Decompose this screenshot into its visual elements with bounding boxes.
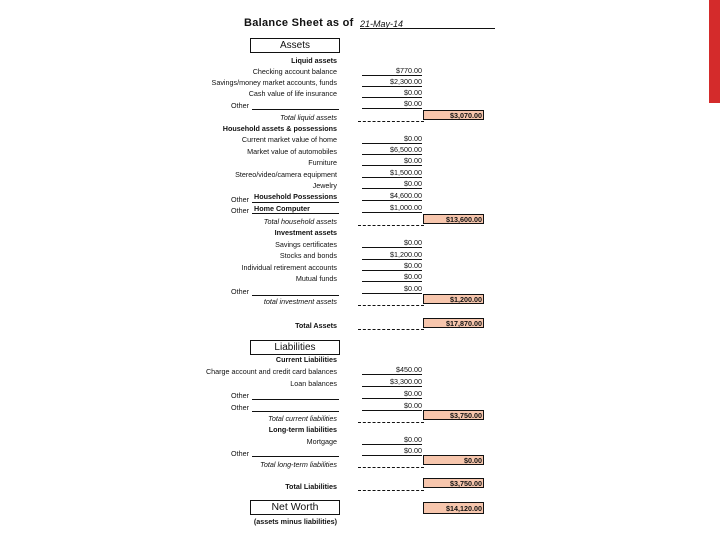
other-line xyxy=(252,411,339,412)
dash-line xyxy=(358,329,424,330)
sheet-date[interactable]: 21-May-14 xyxy=(360,19,404,29)
row-value[interactable]: $0.00 xyxy=(404,156,422,165)
household-assets-heading: Household assets & possessions xyxy=(222,124,337,133)
net-worth-heading: Net Worth xyxy=(250,500,340,515)
value-line xyxy=(362,444,422,445)
row-label: Individual retirement accounts xyxy=(241,263,337,272)
other-line xyxy=(252,399,339,400)
row-label: Savings certificates xyxy=(275,240,337,249)
row-label: Jewelry xyxy=(312,181,337,190)
row-value[interactable]: $0.00 xyxy=(404,99,422,108)
other-line xyxy=(252,202,339,203)
total-investment-assets: $1,200.00 xyxy=(423,294,484,304)
net-worth-total: $14,120.00 xyxy=(423,502,484,514)
row-value[interactable]: $1,000.00 xyxy=(390,203,422,212)
row-label: Charge account and credit card balances xyxy=(205,367,337,376)
other-line xyxy=(252,295,339,296)
value-line xyxy=(362,177,422,178)
row-value[interactable]: $2,300.00 xyxy=(390,77,422,86)
row-value[interactable]: $0.00 xyxy=(404,134,422,143)
row-label: Stocks and bonds xyxy=(279,251,337,260)
row-label-other: Other xyxy=(231,391,249,400)
value-line xyxy=(362,75,422,76)
value-line xyxy=(362,165,422,166)
total-label: Total long-term liabilities xyxy=(260,460,337,469)
total-label: Total household assets xyxy=(263,217,337,226)
row-value[interactable]: $450.00 xyxy=(396,365,422,374)
total-label: Total liquid assets xyxy=(280,113,337,122)
value-line xyxy=(362,212,422,213)
total-current-liabilities: $3,750.00 xyxy=(423,410,484,420)
row-value[interactable]: $0.00 xyxy=(404,389,422,398)
total-household-assets: $13,600.00 xyxy=(423,214,484,224)
total-assets-label: Total Assets xyxy=(295,321,337,330)
row-label: Checking account balance xyxy=(252,67,337,76)
value-line xyxy=(362,143,422,144)
row-value[interactable]: $0.00 xyxy=(404,238,422,247)
total-liabilities-label: Total Liabilities xyxy=(285,482,337,491)
other-text[interactable]: Household Possessions xyxy=(254,192,338,201)
row-value[interactable]: $0.00 xyxy=(404,261,422,270)
investment-assets-heading: Investment assets xyxy=(274,228,337,237)
value-line xyxy=(362,281,422,282)
assets-heading: Assets xyxy=(250,38,340,53)
row-value[interactable]: $6,500.00 xyxy=(390,145,422,154)
row-value[interactable]: $0.00 xyxy=(404,446,422,455)
row-label: Current market value of home xyxy=(241,135,337,144)
row-label-other: Other xyxy=(231,449,249,458)
row-label-other: Other xyxy=(231,195,249,204)
row-label-other: Other xyxy=(231,101,249,110)
value-line xyxy=(362,86,422,87)
row-value[interactable]: $770.00 xyxy=(396,66,422,75)
liabilities-heading: Liabilities xyxy=(250,340,340,355)
row-label-other: Other xyxy=(231,206,249,215)
total-long-term-liabilities: $0.00 xyxy=(423,455,484,465)
value-line xyxy=(362,386,422,387)
value-line xyxy=(362,154,422,155)
sheet-title: Balance Sheet as of xyxy=(244,17,354,29)
total-assets: $17,870.00 xyxy=(423,318,484,328)
value-line xyxy=(362,293,422,294)
row-label: Loan balances xyxy=(290,379,337,388)
other-line xyxy=(252,109,339,110)
row-value[interactable]: $0.00 xyxy=(404,284,422,293)
row-value[interactable]: $3,300.00 xyxy=(390,377,422,386)
row-value[interactable]: $0.00 xyxy=(404,88,422,97)
row-label: Stereo/video/camera equipment xyxy=(235,170,337,179)
dash-line xyxy=(358,225,424,226)
dash-line xyxy=(358,121,424,122)
row-value[interactable]: $0.00 xyxy=(404,435,422,444)
row-label: Furniture xyxy=(308,158,337,167)
value-line xyxy=(362,200,422,201)
row-value[interactable]: $4,600.00 xyxy=(390,191,422,200)
net-worth-subtitle: (assets minus liabilities) xyxy=(253,517,337,526)
row-value[interactable]: $1,200.00 xyxy=(390,250,422,259)
dash-line xyxy=(358,490,424,491)
dash-line xyxy=(358,305,424,306)
total-label: Total current liabilities xyxy=(268,414,337,423)
row-value[interactable]: $0.00 xyxy=(404,179,422,188)
value-line xyxy=(362,455,422,456)
total-liabilities: $3,750.00 xyxy=(423,478,484,488)
value-line xyxy=(362,270,422,271)
current-liabilities-heading: Current Liabilities xyxy=(275,355,337,364)
total-label: total investment assets xyxy=(263,297,337,306)
value-line xyxy=(362,259,422,260)
other-text[interactable]: Home Computer xyxy=(254,204,310,213)
date-underline xyxy=(360,28,495,29)
value-line xyxy=(362,410,422,411)
other-line xyxy=(252,456,339,457)
accent-bar xyxy=(709,0,720,103)
total-liquid-assets: $3,070.00 xyxy=(423,110,484,120)
row-label: Savings/money market accounts, funds xyxy=(211,78,337,87)
value-line xyxy=(362,247,422,248)
value-line xyxy=(362,374,422,375)
liquid-assets-heading: Liquid assets xyxy=(291,56,337,65)
value-line xyxy=(362,97,422,98)
other-line xyxy=(252,213,339,214)
row-label: Mutual funds xyxy=(295,274,337,283)
row-label: Mortgage xyxy=(306,437,337,446)
row-label-other: Other xyxy=(231,403,249,412)
long-term-liabilities-heading: Long-term liabilities xyxy=(268,425,337,434)
dash-line xyxy=(358,467,424,468)
row-label-other: Other xyxy=(231,287,249,296)
row-value[interactable]: $0.00 xyxy=(404,272,422,281)
dash-line xyxy=(358,422,424,423)
row-label: Market value of automobiles xyxy=(247,147,337,156)
value-line xyxy=(362,188,422,189)
row-value[interactable]: $1,500.00 xyxy=(390,168,422,177)
value-line xyxy=(362,108,422,109)
value-line xyxy=(362,398,422,399)
row-value[interactable]: $0.00 xyxy=(404,401,422,410)
row-label: Cash value of life insurance xyxy=(248,89,337,98)
